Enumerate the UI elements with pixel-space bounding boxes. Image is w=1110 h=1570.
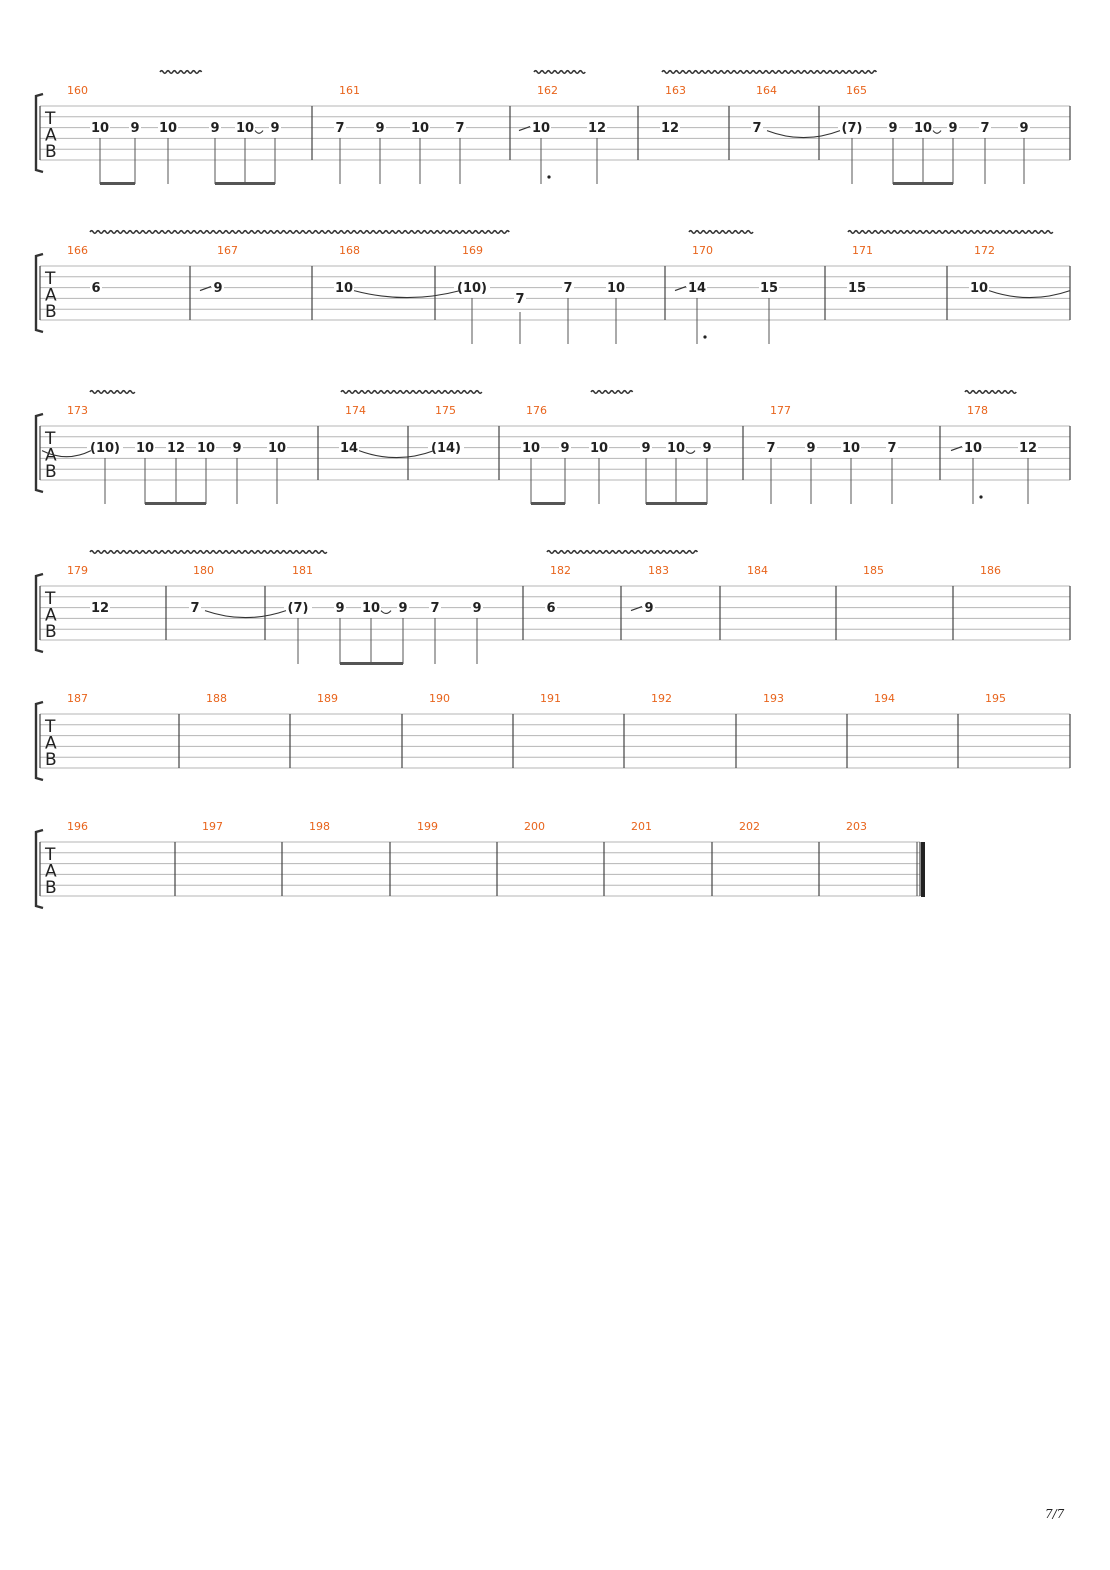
measure-number: 182 [550, 564, 571, 577]
measure-number: 189 [317, 692, 338, 705]
final-barline-thick [921, 842, 925, 897]
tie-arc [989, 291, 1070, 298]
fret-number: 12 [587, 121, 607, 137]
fret-number: 9 [472, 601, 482, 617]
fret-number: 10 [90, 121, 110, 137]
tab-clef-letter: B [45, 142, 57, 162]
tab-system [36, 551, 1070, 665]
tab-system [36, 71, 1070, 185]
tab-clef-letter: T [45, 109, 56, 129]
measure-number: 177 [770, 404, 791, 417]
measure-number: 194 [874, 692, 895, 705]
fret-number: 9 [644, 601, 654, 617]
fret-number: 9 [702, 441, 712, 457]
fret-number: 7 [335, 121, 345, 137]
measure-number: 175 [435, 404, 456, 417]
fret-number: 15 [759, 281, 779, 297]
tab-clef-letter: A [45, 605, 57, 626]
measure-number: 192 [651, 692, 672, 705]
fret-number: 7 [887, 441, 897, 457]
vibrato-mark [965, 391, 1016, 394]
fret-number: 10 [589, 441, 609, 457]
tie-arc [381, 611, 391, 614]
tab-clef-letter: T [45, 429, 56, 449]
measure-number: 171 [852, 244, 873, 257]
fret-number: 14 [687, 281, 707, 297]
vibrato-mark [848, 231, 1053, 234]
fret-number: 9 [130, 121, 140, 137]
fret-number: 7 [515, 291, 525, 307]
fret-number: 10 [158, 121, 178, 137]
measure-number: 173 [67, 404, 88, 417]
vibrato-mark [90, 391, 135, 394]
fret-number: 7 [980, 121, 990, 137]
tie-arc [359, 451, 434, 458]
fret-number: 9 [641, 441, 651, 457]
note-beam [893, 182, 953, 185]
fret-number: 9 [806, 441, 816, 457]
measure-number: 185 [863, 564, 884, 577]
measure-number: 201 [631, 820, 652, 833]
tab-clef-letter: B [45, 622, 57, 642]
fret-number: 9 [270, 121, 280, 137]
measure-number: 184 [747, 564, 768, 577]
fret-number: 10 [135, 441, 155, 457]
fret-number: 14 [339, 441, 359, 457]
measure-number: 200 [524, 820, 545, 833]
fret-number: (10) [90, 441, 120, 457]
fret-number: 10 [235, 121, 255, 137]
measure-number: 188 [206, 692, 227, 705]
tab-clef-letter: A [45, 125, 57, 146]
measure-number: 193 [763, 692, 784, 705]
tie-arc [354, 291, 460, 298]
tab-clef-letter: B [45, 750, 57, 770]
fret-number: 10 [913, 121, 933, 137]
note-beam [145, 502, 206, 505]
vibrato-mark [341, 391, 482, 394]
tab-system [36, 820, 925, 908]
fret-number: 9 [560, 441, 570, 457]
measure-number: 197 [202, 820, 223, 833]
measure-number: 203 [846, 820, 867, 833]
measure-number: 161 [339, 84, 360, 97]
fret-number: 9 [398, 601, 408, 617]
fret-number: 10 [267, 441, 287, 457]
tab-clef-letter: T [45, 269, 56, 289]
fret-number: (7) [841, 121, 863, 137]
vibrato-mark [547, 551, 697, 554]
note-beam [531, 502, 565, 505]
tab-clef-letter: B [45, 462, 57, 482]
tie-arc [205, 611, 286, 618]
fret-number: 6 [546, 601, 556, 617]
measure-number: 186 [980, 564, 1001, 577]
fret-number: 9 [210, 121, 220, 137]
fret-number: 10 [963, 441, 983, 457]
vibrato-mark [160, 71, 202, 74]
fret-number: 7 [455, 121, 465, 137]
fret-number: 10 [841, 441, 861, 457]
fret-number: 10 [334, 281, 354, 297]
fret-number: 9 [232, 441, 242, 457]
fret-number: 10 [196, 441, 216, 457]
measure-number: 195 [985, 692, 1006, 705]
fret-number: 7 [766, 441, 776, 457]
tie-arc [767, 131, 840, 138]
measure-number: 165 [846, 84, 867, 97]
fret-number: 10 [410, 121, 430, 137]
tie-arc [255, 131, 263, 134]
fret-number: 15 [847, 281, 867, 297]
fret-number: 6 [91, 281, 101, 297]
tab-clef-letter: A [45, 733, 57, 754]
fret-number: 7 [563, 281, 573, 297]
note-beam [646, 502, 707, 505]
measure-number: 202 [739, 820, 760, 833]
vibrato-mark [662, 71, 876, 74]
tab-clef-letter: T [45, 845, 56, 865]
fret-number: 9 [1019, 121, 1029, 137]
measure-number: 178 [967, 404, 988, 417]
measure-number: 162 [537, 84, 558, 97]
measure-number: 181 [292, 564, 313, 577]
tab-system [36, 391, 1070, 505]
measure-number: 160 [67, 84, 88, 97]
tab-system [36, 692, 1070, 780]
measure-number: 166 [67, 244, 88, 257]
fret-number: 10 [521, 441, 541, 457]
measure-number: 163 [665, 84, 686, 97]
fret-number: (14) [431, 441, 461, 457]
measure-number: 172 [974, 244, 995, 257]
fret-number: 12 [1018, 441, 1038, 457]
tie-arc [686, 451, 695, 454]
fret-number: (7) [287, 601, 309, 617]
fret-number: 10 [531, 121, 551, 137]
rhythm-dot [703, 335, 706, 338]
fret-number: 10 [666, 441, 686, 457]
fret-number: 10 [361, 601, 381, 617]
fret-number: 7 [752, 121, 762, 137]
tab-clef-letter: T [45, 717, 56, 737]
measure-number: 198 [309, 820, 330, 833]
measure-number: 180 [193, 564, 214, 577]
note-beam [215, 182, 275, 185]
tab-clef-letter: A [45, 285, 57, 306]
measure-number: 169 [462, 244, 483, 257]
fret-number: 9 [213, 281, 223, 297]
measure-number: 196 [67, 820, 88, 833]
tab-clef-letter: A [45, 861, 57, 882]
measure-number: 179 [67, 564, 88, 577]
fret-number: 7 [190, 601, 200, 617]
measure-number: 170 [692, 244, 713, 257]
tab-system [36, 231, 1070, 344]
rhythm-dot [979, 495, 982, 498]
measure-number: 176 [526, 404, 547, 417]
fret-number: 12 [660, 121, 680, 137]
fret-number: 9 [335, 601, 345, 617]
measure-number: 164 [756, 84, 777, 97]
measure-number: 199 [417, 820, 438, 833]
measure-number: 167 [217, 244, 238, 257]
note-beam [340, 662, 403, 665]
measure-number: 190 [429, 692, 450, 705]
fret-number: 10 [969, 281, 989, 297]
vibrato-mark [534, 71, 585, 74]
note-beam [100, 182, 135, 185]
fret-number: 12 [166, 441, 186, 457]
tab-clef-letter: B [45, 302, 57, 322]
measure-number: 168 [339, 244, 360, 257]
fret-number: 10 [606, 281, 626, 297]
measure-number: 183 [648, 564, 669, 577]
fret-number: 9 [888, 121, 898, 137]
rhythm-dot [547, 175, 550, 178]
vibrato-mark [90, 231, 509, 234]
vibrato-mark [689, 231, 753, 234]
tab-clef-letter: T [45, 589, 56, 609]
fret-number: 7 [430, 601, 440, 617]
measure-number: 174 [345, 404, 366, 417]
tab-clef-letter: B [45, 878, 57, 898]
tab-clef-letter: A [45, 445, 57, 466]
vibrato-mark [90, 551, 327, 554]
fret-number: 12 [90, 601, 110, 617]
fret-number: 9 [375, 121, 385, 137]
vibrato-mark [591, 391, 633, 394]
fret-number: (10) [457, 281, 487, 297]
page-number: 7/7 [1045, 1507, 1065, 1521]
tie-arc [933, 131, 941, 134]
measure-number: 187 [67, 692, 88, 705]
measure-number: 191 [540, 692, 561, 705]
fret-number: 9 [948, 121, 958, 137]
